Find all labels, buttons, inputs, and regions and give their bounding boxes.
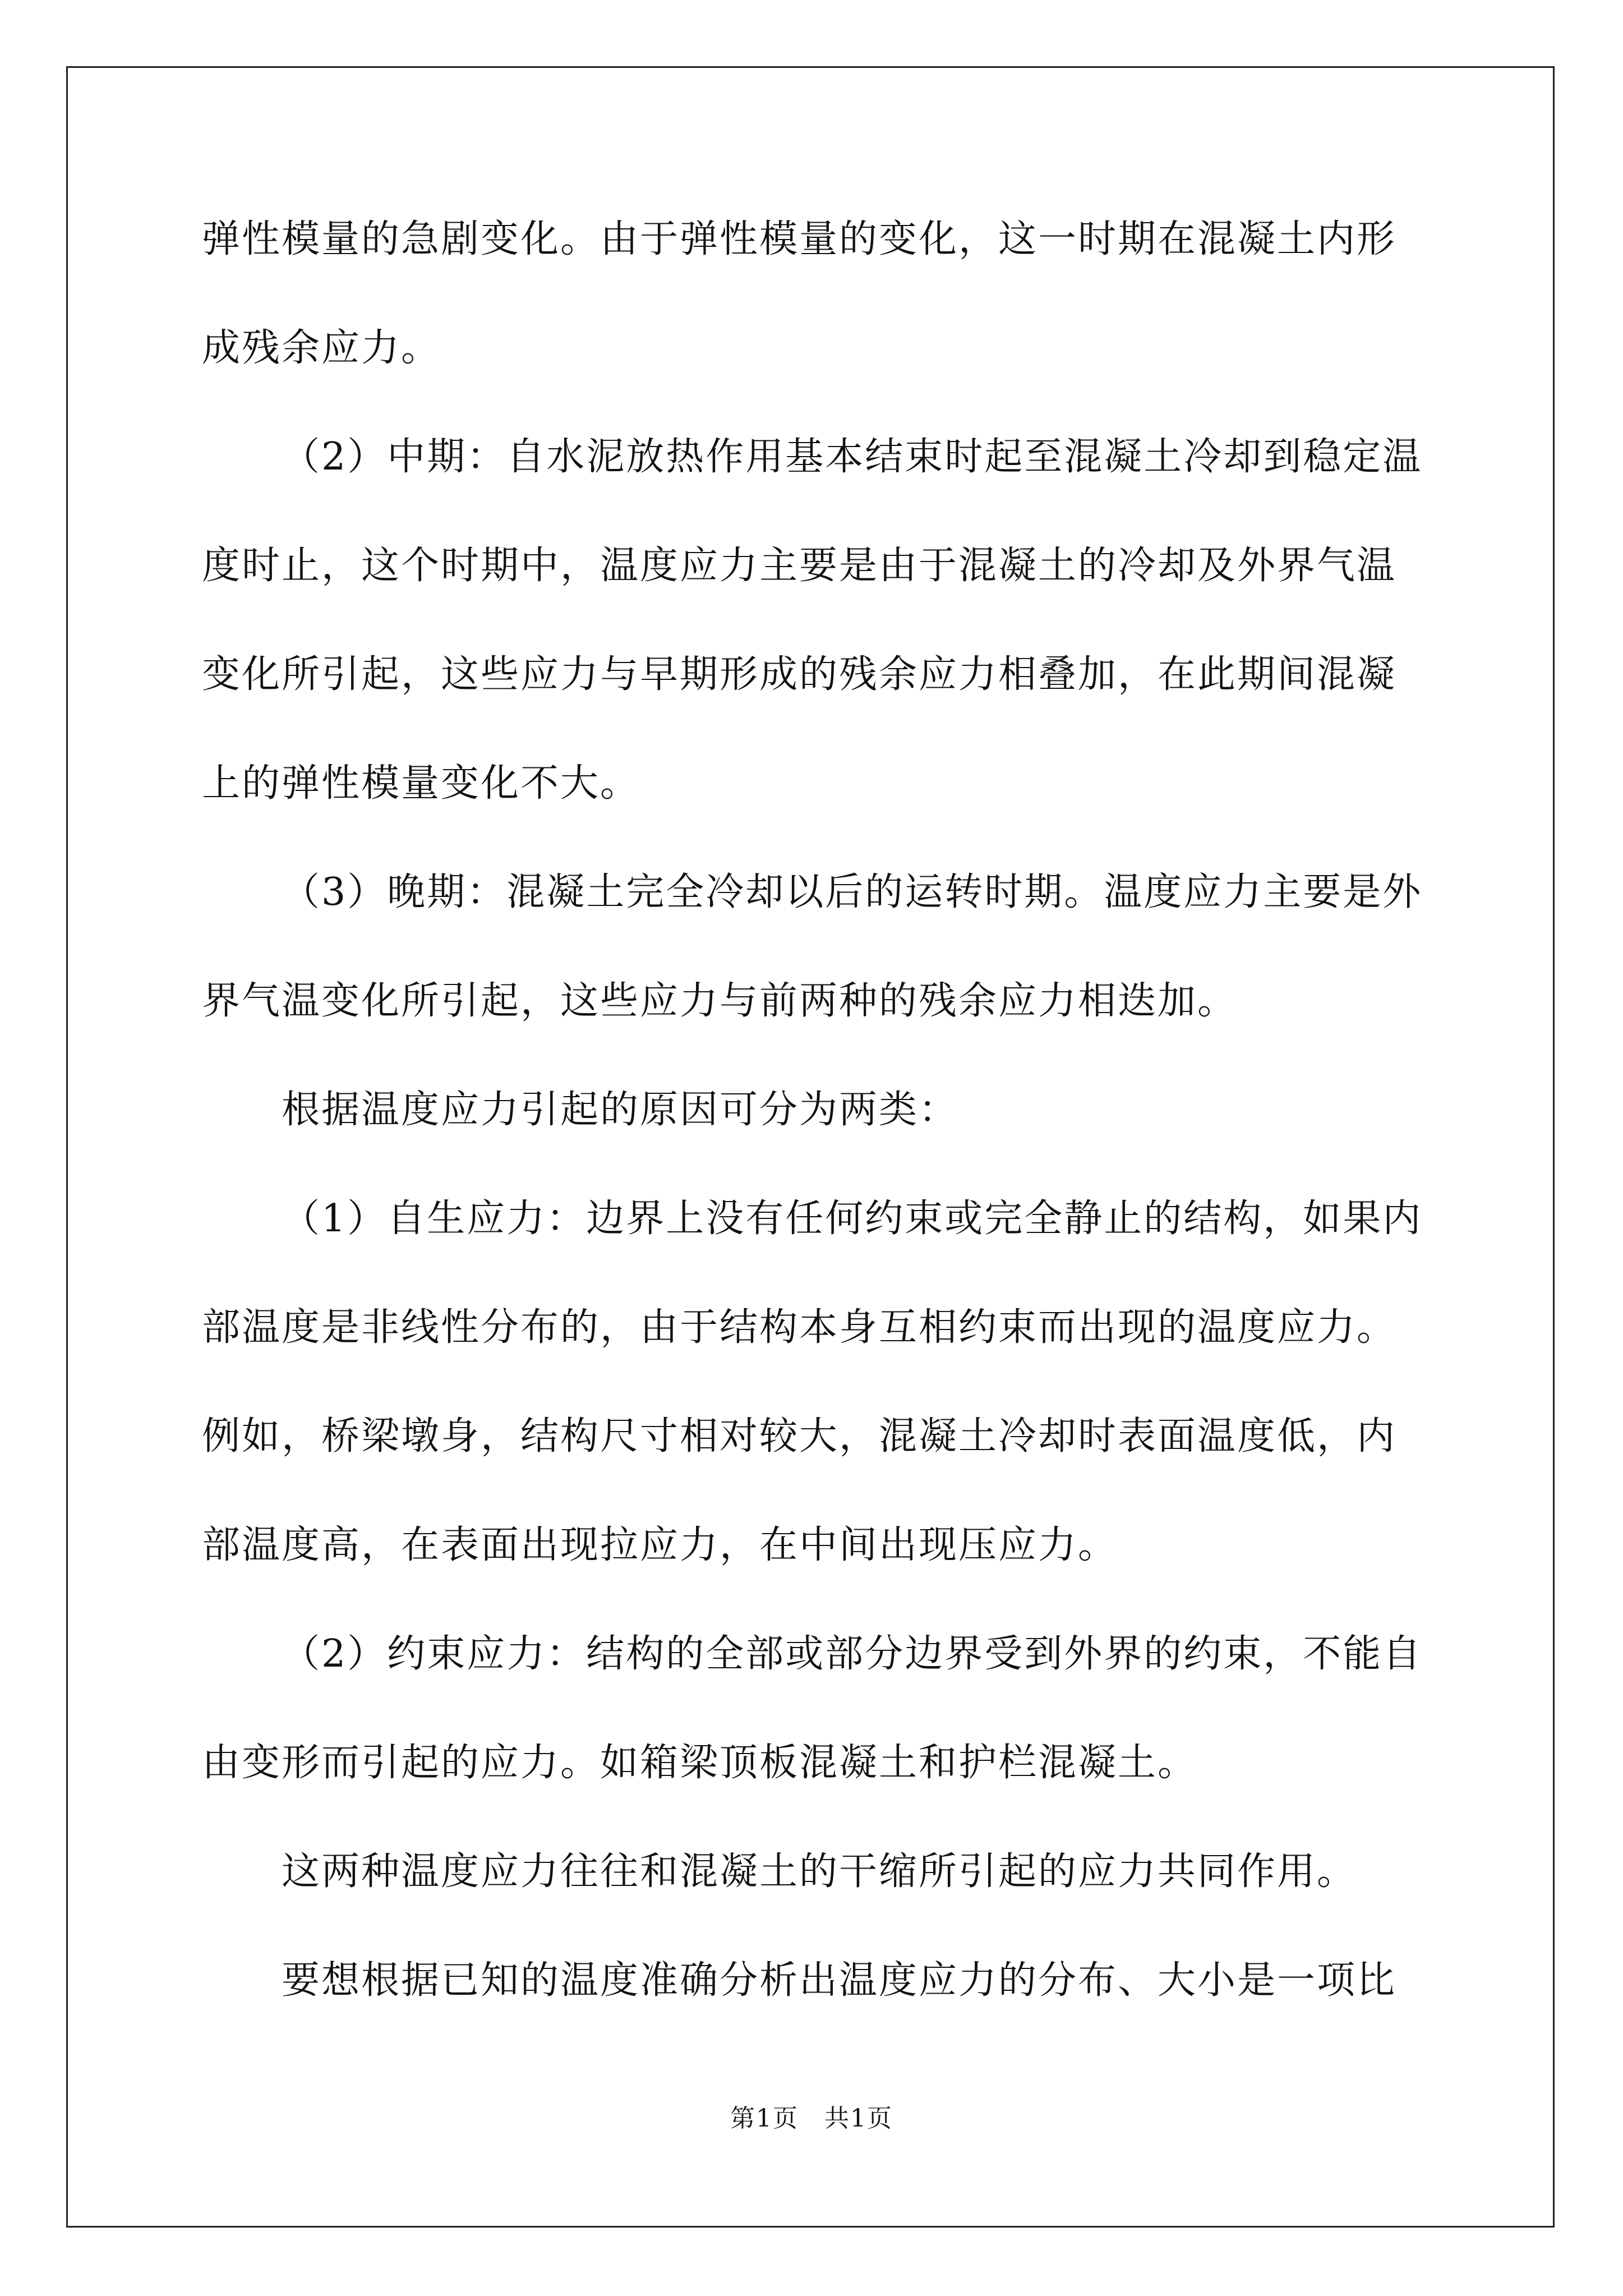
paragraph-restraint-stress: （2）约束应力：结构的全部或部分边界受到外界的约束，不能自由变形而引起的应力。如箱梁顶板混凝土和护栏混凝土。	[202, 1632, 1423, 1785]
document-body	[202, 185, 1433, 2035]
paragraph-classification-intro: 根据温度应力引起的原因可分为两类：	[282, 1088, 959, 1132]
paragraph-middle-period: （2）中期：自水泥放热作用基本结束时起至混凝土冷却到稳定温度时止，这个时期中，温度应力主要是由于混凝土的冷却及外界气温变化所引起，这些应力与早期形成的残余应力相叠加，在此期间混凝上的弹性模量变化不大。	[202, 435, 1423, 806]
paragraph-late-period: （3）晚期：混凝土完全冷却以后的运转时期。温度应力主要是外界气温变化所引起，这些应力与前两种的残余应力相迭加。	[202, 870, 1423, 1023]
paragraph-early-period-end: 弹性模量的急剧变化。由于弹性模量的变化，这一时期在混凝土内形成残余应力。	[202, 217, 1397, 370]
paragraph-analysis-difficulty: 要想根据已知的温度准确分析出温度应力的分布、大小是一项比	[282, 1958, 1397, 2003]
paragraph-self-stress: （1）自生应力：边界上没有任何约束或完全静止的结构，如果内部温度是非线性分布的，由于结构本身互相约束而出现的温度应力。例如，桥梁墩身，结构尺寸相对较大，混凝土冷却时表面温度低，内部温度高，在表面出现拉应力，在中间出现压应力。	[202, 1197, 1423, 1567]
page-number-footer: 第1页 共1页	[730, 2104, 893, 2133]
paragraph-combined-effect: 这两种温度应力往往和混凝土的干缩所引起的应力共同作用。	[282, 1849, 1357, 1894]
